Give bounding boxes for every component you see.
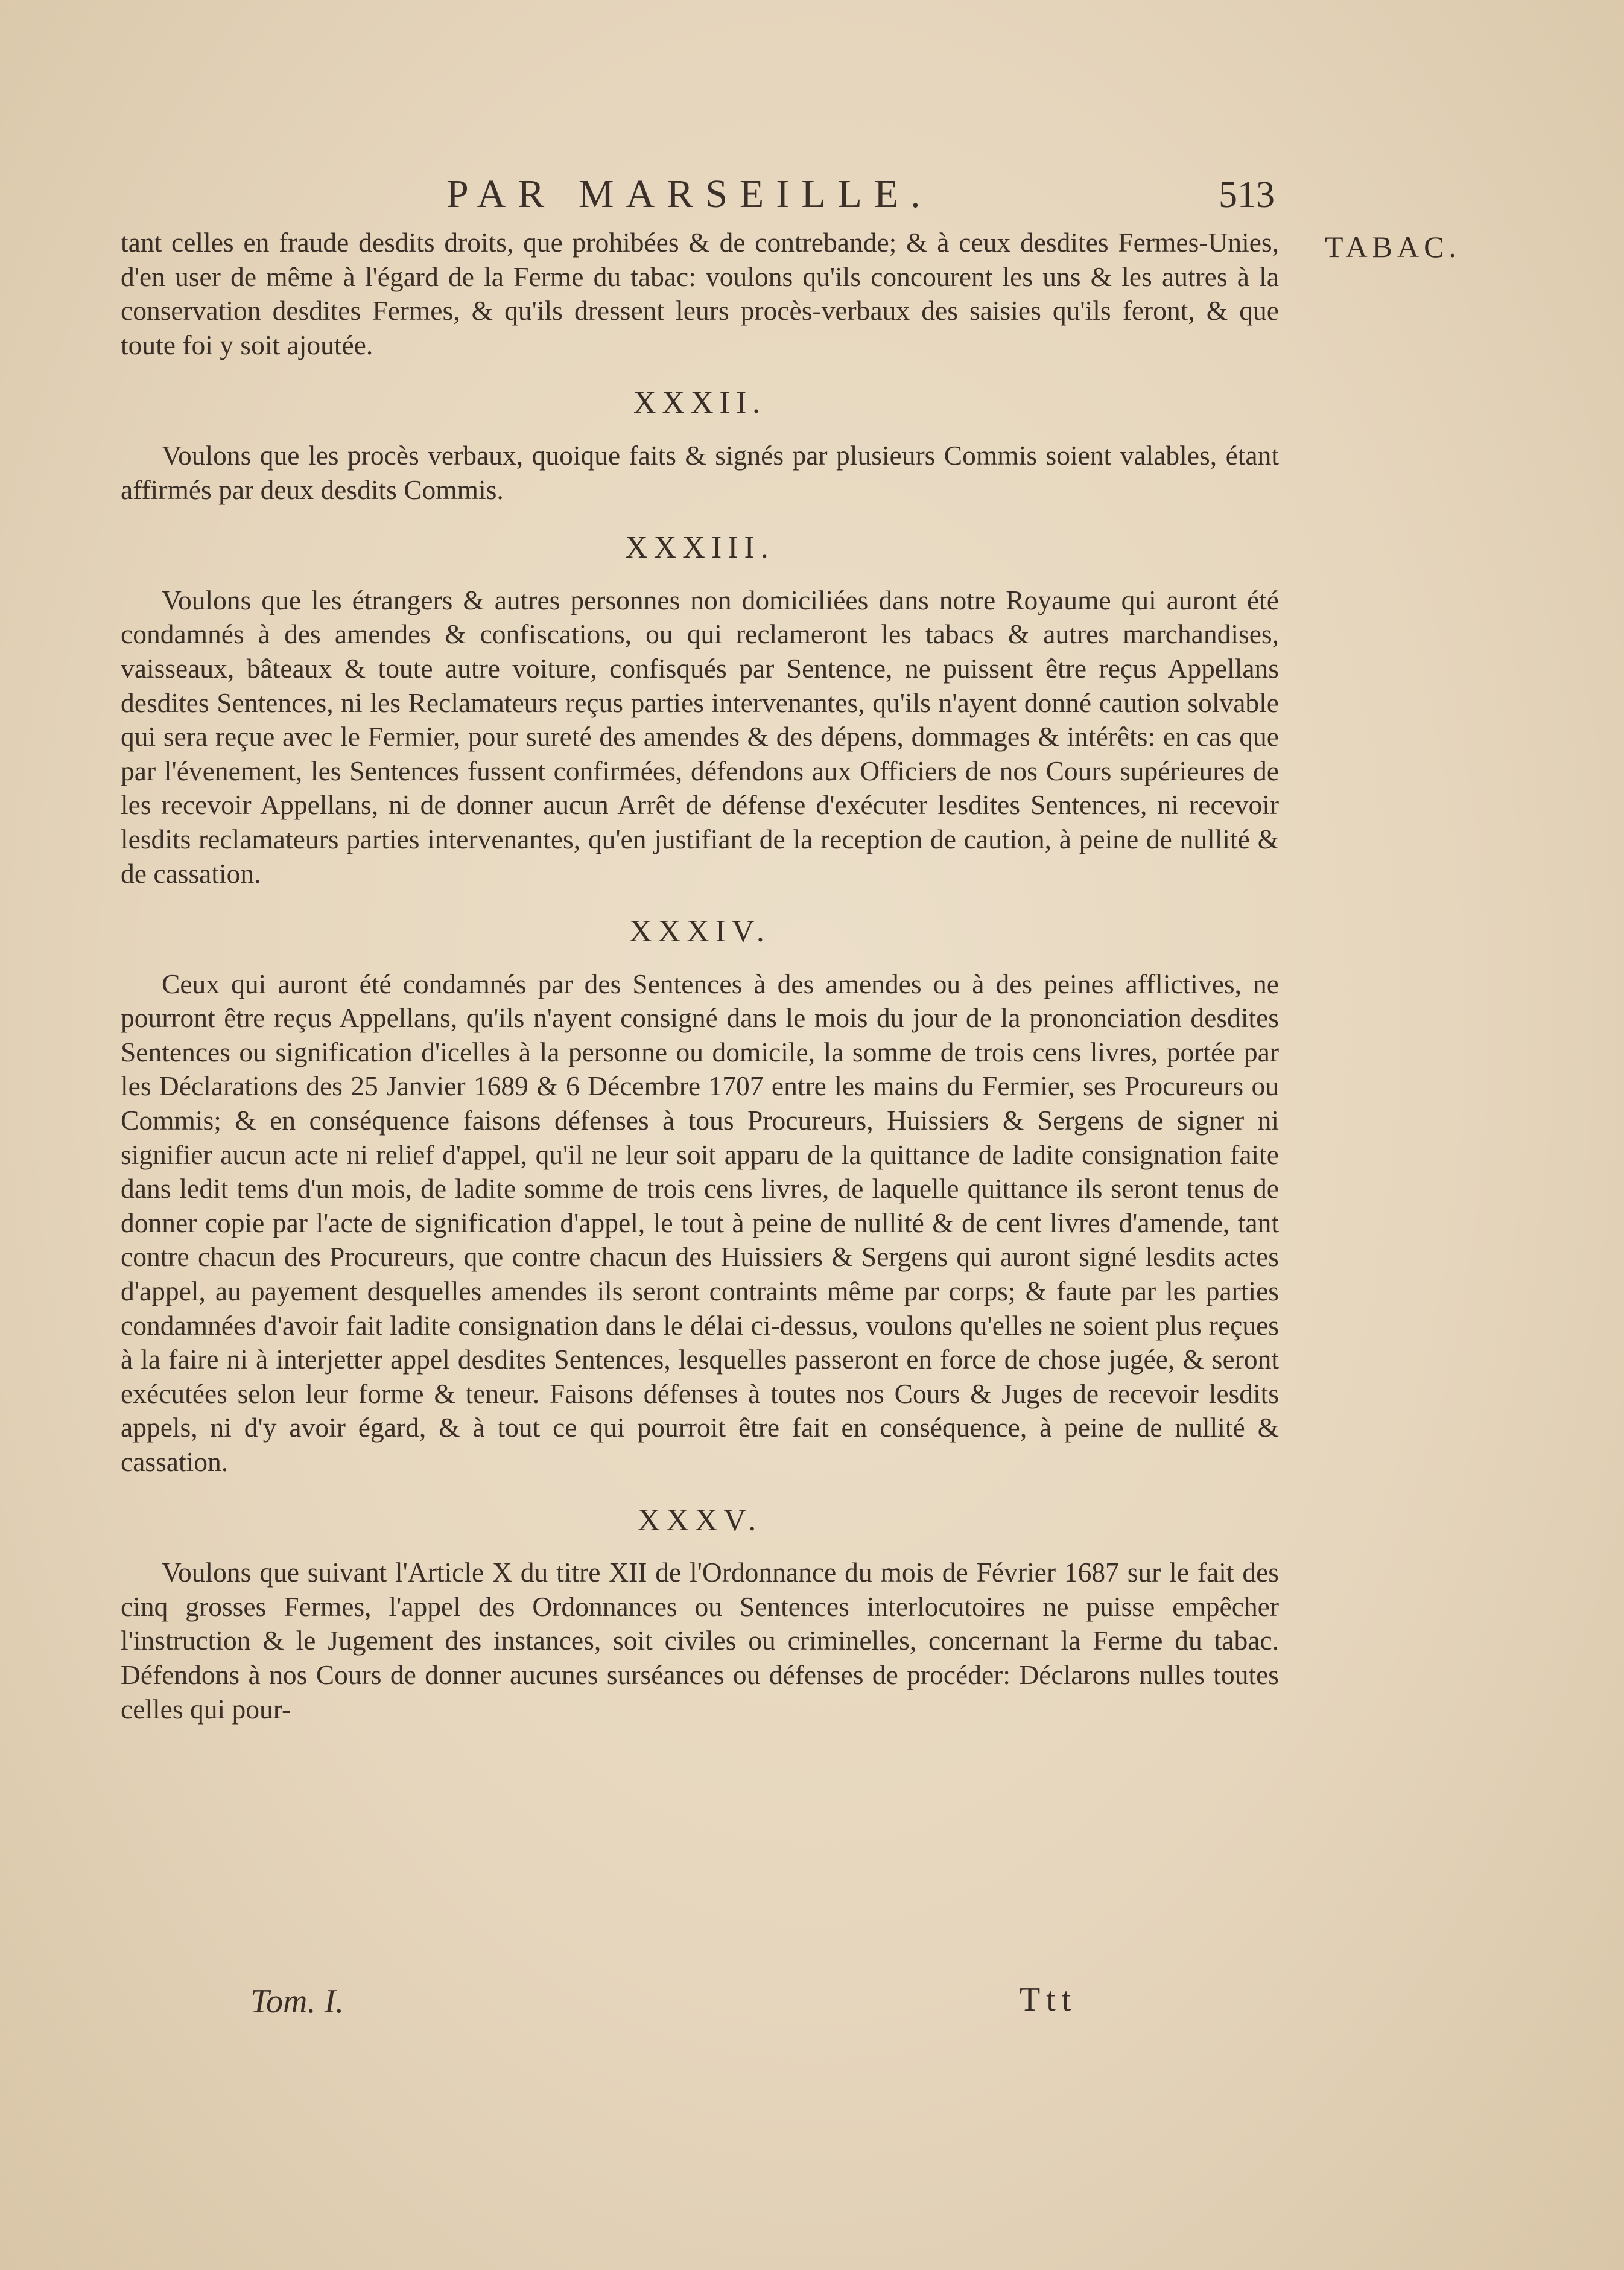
continuation-paragraph: tant celles en fraude desdits droits, que prohibées & de contrebande; & à ceux desdites Fermes-Unies, d'en user de même à l'égard de la Ferme du tabac: voulons qu'ils concourent les uns & les autres à la conservation desdites Fermes, & qu'ils dressent leurs procès-verbaux des saisies qu'ils feront, & que toute foi y soit ajoutée.: [121, 227, 1279, 360]
signature-mark: Ttt: [1020, 1981, 1077, 2018]
article-paragraph-xxxii: Voulons que les procès verbaux, quoique faits & signés par plusieurs Commis soient valables, étant affirmés par deux desdits Commis.: [121, 439, 1279, 505]
volume-label: Tom. I.: [250, 1983, 344, 2020]
article-heading-xxxv: XXXV.: [637, 1502, 763, 1537]
article-heading-xxxii: XXXII.: [633, 386, 767, 421]
margin-note: TABAC.: [1325, 230, 1461, 264]
article-heading-xxxiii: XXXIII.: [625, 530, 775, 565]
running-header-title: PAR MARSEILLE.: [446, 172, 933, 216]
page-number: 513: [1219, 174, 1275, 215]
article-paragraph-xxxiv: Ceux qui auront été condamnés par des Sentences à des amendes ou à des peines afflictives, ne pourront être reçus Appellans, qu'ils n'ayent consigné dans le mois du jour de la prononciation desdites Sentences ou signification d'icelles à la personne ou domicile, la somme de trois cens livres, portée par les Déclarations des 25 Janvier 1689 & 6 Décembre 1707 entre les mains du Fermier, ses Procureurs ou Commis; & en conséquence faisons défenses à tous Procureurs, Huissiers & Sergens de signer ni signifier aucun acte ni relief d'appel, qu'il ne leur soit apparu de la quittance de ladite consignation faite dans ledit tems d'un mois, de ladite somme de trois cens livres, de laquelle quittance ils seront tenus de donner copie par l'acte de signification d'appel, le tout à peine de nullité & de cent livres d'amende, tant contre chacun des Procureurs, que contre chacun des Huissiers & Sergens qui auront signé lesdits actes d'appel, au payement desquelles amendes ils seront contraints même par corps; & faute par les parties condamnées d'avoir fait ladite consignation dans le délai ci-dessus, voulons qu'elles ne soient plus reçues à la faire ni à interjetter appel desdites Sentences, lesquelles passeront en force de chose jugée, & seront exécutées selon leur forme & teneur. Faisons défenses à toutes nos Cours & Juges de recevoir lesdits appels, ni d'y avoir égard, & à tout ce qui pourroit être fait en conséquence, à peine de nullité & cassation.: [121, 968, 1279, 1477]
article-paragraph-xxxv: Voulons que suivant l'Article X du titre XII de l'Ordonnance du mois de Février 1687 sur le fait des cinq grosses Fermes, l'appel des Ordonnances ou Sentences interlocutoires ne puisse empêcher l'instruction & le Jugement des instances, soit civiles ou criminelles, concernant la Ferme du tabac. Défendons à nos Cours de donner aucunes surséances ou défenses de procéder: Déclarons nulles toutes celles qui pour-: [121, 1557, 1279, 1725]
page-body: [121, 226, 1279, 1726]
article-heading-xxxiv: XXXIV.: [629, 914, 770, 949]
article-paragraph-xxxiii: Voulons que les étrangers & autres personnes non domiciliées dans notre Royaume qui auront été condamnés à des amendes & confiscations, ou qui reclameront les tabacs & autres marchandises, vaisseaux, bâteaux & toute autre voiture, confisqués par Sentence, ne puissent être reçus Appellans desdites Sentences, ni les Reclamateurs reçus parties intervenantes, qu'ils n'ayent donné caution solvable qui sera reçue avec le Fermier, pour sureté des amendes & des dépens, dommages & intérêts: en cas que par l'évenement, les Sentences fussent confirmées, défendons aux Officiers de nos Cours supérieures de les recevoir Appellans, ni de donner aucun Arrêt de défense d'exécuter lesdites Sentences, ni recevoir lesdits reclamateurs parties intervenantes, qu'en justifiant de la reception de caution, à peine de nullité & de cassation.: [121, 584, 1279, 889]
